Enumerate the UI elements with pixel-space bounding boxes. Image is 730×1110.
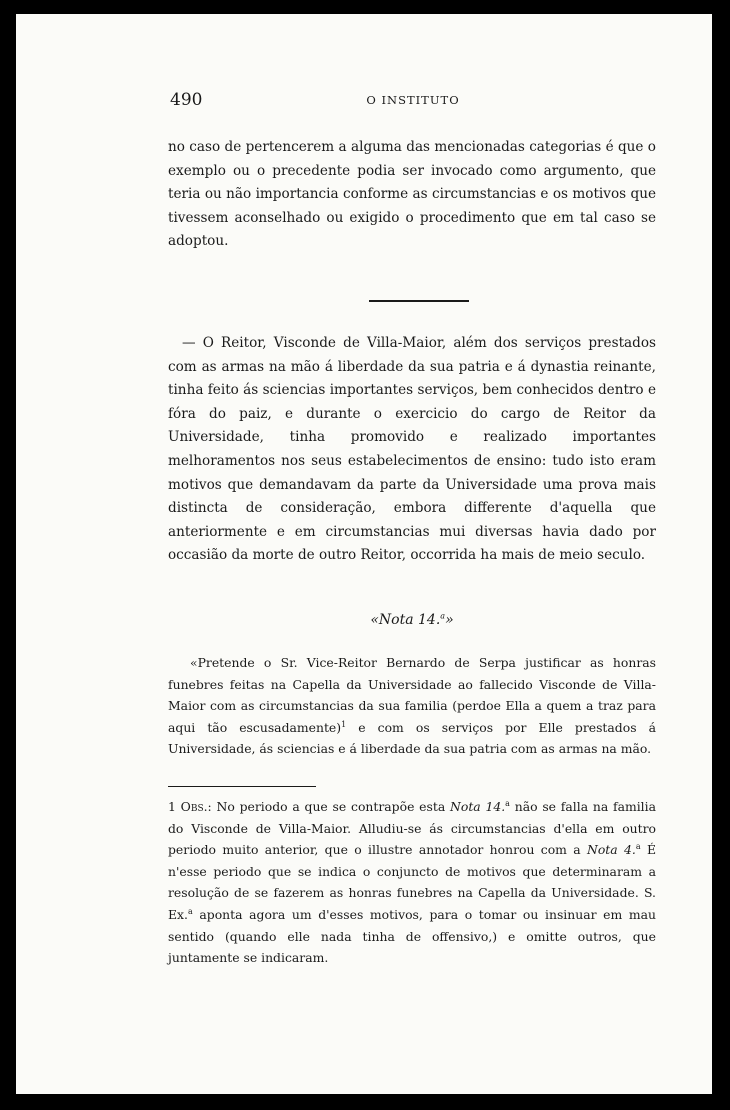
note-close-quote: » — [445, 612, 454, 628]
quoted-paragraph — [168, 652, 656, 760]
book-page — [16, 14, 712, 1094]
footnote-separator — [168, 786, 316, 787]
footnote-ref-note-4-sup: a — [635, 842, 641, 852]
quote-text-before: «Pretende o Sr. Vice-Reitor Bernardo de Serpa justificar as honras funebres feitas na Capella da Universidade ao fallecido Visconde de Villa-Maior com as circumstancias da sua familia (perdoe Ella a quem a traz para aqui tão escusadamente) — [168, 655, 656, 735]
footnote-text-1: No periodo a que se contrapõe esta — [211, 799, 451, 814]
footnote-label: Obs.: — [180, 799, 212, 814]
footnote-text-4: aponta agora um d'esses motivos, para o tomar ou insinuar em mau sentido (quando elle nada tinha de offensivo,) e omitte outros, que juntamente se indicaram. — [168, 906, 656, 966]
paragraph-1: no caso de pertencerem a alguma das mencionadas categorias é que o exemplo ou o precedente podia ser invocado como argumento, que teria ou não importancia conforme as circumstancias e os motivos que tivessem aconselhado ou exigido o procedimento que em tal caso se adoptou. — [168, 139, 656, 250]
footnote-paragraph — [168, 796, 656, 969]
footnote-reference: 1 — [341, 719, 347, 729]
running-title: O INSTITUTO — [366, 93, 460, 107]
footnote-ref-note-14: Nota 14. — [450, 799, 506, 814]
paragraph-2: — O Reitor, Visconde de Villa-Maior, além dos serviços prestados com as armas na mão á liberdade da sua patria e á dynastia reinante, tinha feito ás sciencias importantes serviços, bem conhecidos dentro e fóra do paiz, e durante o exercicio do cargo de Reitor da Universidade, tinha promovido e realizado importantes melhoramentos nos seus estabelecimentos de ensino: tudo isto eram motivos que demandavam da parte da Universidade uma prova mais distincta de consideração, embora differente d'aquella que anteriormente e em circumstancias mui diversas havia dado por occasião da morte de outro Reitor, occorrida ha mais de meio seculo. — [168, 335, 656, 564]
footnote-ref-note-4: Nota 4. — [587, 842, 636, 858]
note-title-superscript: a — [440, 611, 446, 621]
footnote-ex-sup: a — [187, 906, 193, 916]
note-title: Nota 14. — [378, 612, 441, 628]
note-open-quote: « — [370, 612, 379, 628]
footnote-ref-note-14-sup: a — [505, 798, 510, 808]
footnote-text-3: É n'esse periodo que se indica o conjuncto de motivos que determinaram a resolução de se fazerem as honras funebres na Capella da Universidade. S. Ex. — [168, 842, 656, 922]
page-number: 490 — [170, 90, 203, 110]
footnote-marker: 1 — [168, 799, 176, 814]
section-divider — [369, 300, 469, 302]
footnote — [168, 796, 656, 969]
quoted-passage — [168, 652, 656, 760]
quote-text-after: e com os serviços por Elle prestados á Universidade, ás sciencias e á liberdade da sua patria com as armas na mão. — [168, 719, 657, 757]
page-header — [170, 90, 656, 114]
footnote-text-2: não se falla na familia do Visconde de Villa-Maior. Alludiu-se ás circumstancias d'ella em outro periodo muito anterior, que o illustre annotador honrou com a — [168, 799, 656, 858]
note-heading — [168, 612, 656, 628]
